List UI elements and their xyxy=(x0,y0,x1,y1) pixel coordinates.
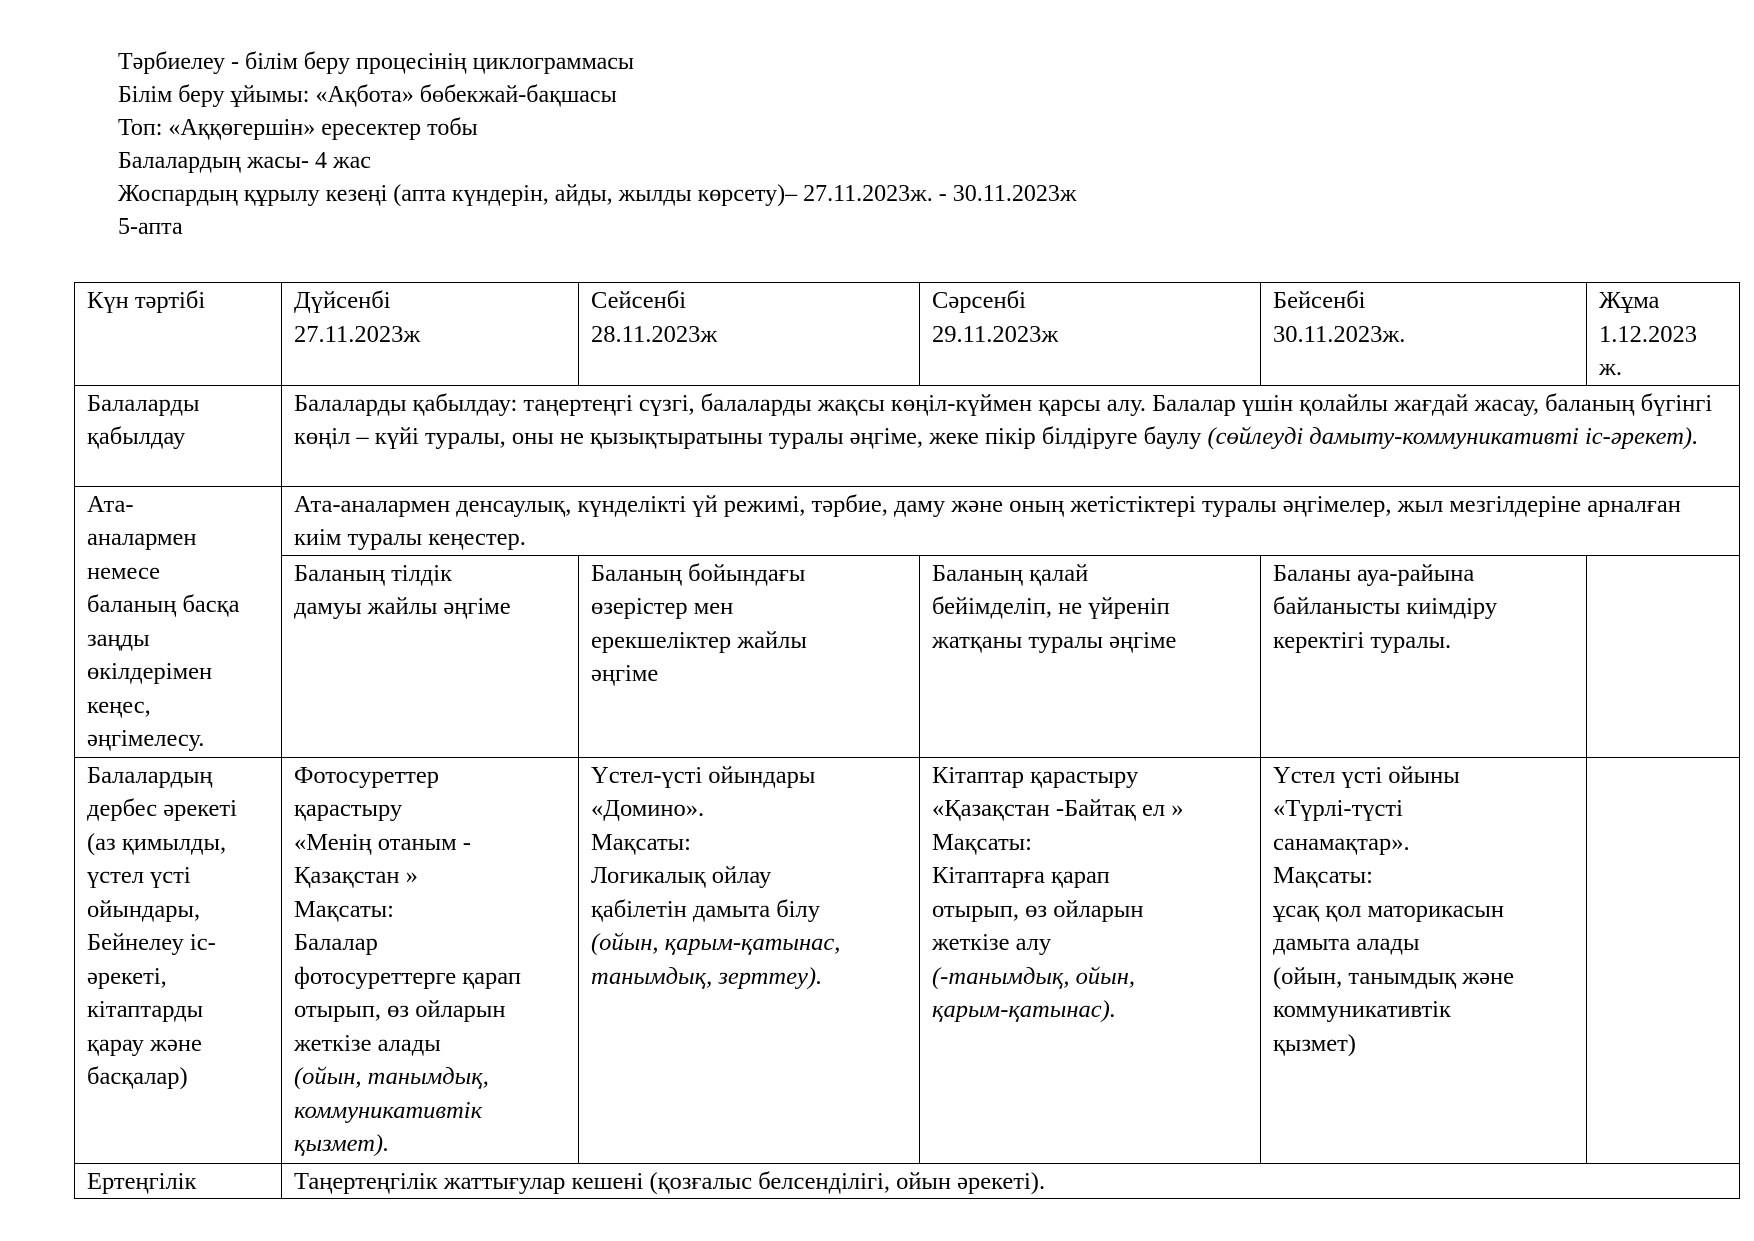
row-label-morning: Ертеңгілік xyxy=(75,1163,282,1199)
day-date: 29.11.2023ж xyxy=(932,320,1059,348)
parents-wednesday: Баланың қалай бейімделіп, не үйреніп жатқаны туралы әңгіме xyxy=(920,555,1261,757)
day-header-monday xyxy=(282,283,579,386)
activity-wednesday xyxy=(920,757,1261,1163)
table-row-reception xyxy=(75,385,1740,486)
day-header-friday xyxy=(1587,283,1740,386)
activity-tuesday-note: (ойын, қарым-қатынас, танымдық, зерттеу). xyxy=(591,929,841,990)
schedule-header-cell xyxy=(75,283,282,386)
parents-monday: Баланың тілдік дамуы жайлы әңгіме xyxy=(282,555,579,757)
activity-thursday xyxy=(1261,757,1587,1163)
table-row-activity xyxy=(75,757,1740,1163)
schedule-table xyxy=(74,282,1740,1199)
activity-tuesday-text: Үстел-үсті ойындары «Домино». Мақсаты: Логикалық ойлау қабілетін дамыта білу xyxy=(591,761,820,923)
row-label-reception: Балаларды қабылдау xyxy=(75,385,282,486)
reception-text-cell xyxy=(282,385,1740,486)
activity-wednesday-text: Кітаптар қарастыру «Қазақстан -Байтақ ел » Мақсаты: Кітаптарға қарап отырып, өз ойларын жеткізе алу xyxy=(932,761,1184,956)
morning-text: Таңертеңгілік жаттығулар кешені (қозғалыс белсенділігі, ойын әрекеті). xyxy=(282,1163,1740,1199)
day-name: Жұма xyxy=(1599,287,1660,314)
table-row-morning xyxy=(75,1163,1740,1199)
table-row-parents-general xyxy=(75,486,1740,555)
activity-tuesday xyxy=(579,757,920,1163)
day-header-thursday xyxy=(1261,283,1587,386)
day-header-wednesday xyxy=(920,283,1261,386)
reception-note: (сөйлеуді дамыту-коммуникативті іс-әрекет). xyxy=(1207,423,1699,450)
row-label-parents: Ата- аналармен немесе баланың басқа заңды өкілдерімен кеңес, әңгімелесу. xyxy=(75,486,282,757)
day-date: 27.11.2023ж xyxy=(294,320,421,348)
day-name: Дүйсенбі xyxy=(294,287,391,314)
activity-thursday-text: Үстел үсті ойыны «Түрлі-түсті санамақтар». Мақсаты: ұсақ қол маторикасын дамыта алады (ойын, танымдық және коммуникативтік қызмет) xyxy=(1273,761,1515,1057)
parents-thursday: Баланы ауа-райына байланысты киімдіру керектігі туралы. xyxy=(1261,555,1587,757)
schedule-header-label: Күн тәртібі xyxy=(87,287,206,314)
day-name: Сәрсенбі xyxy=(932,287,1026,314)
row-label-activity: Балалардың дербес әрекеті (аз қимылды, үстел үсті ойындары, Бейнелеу іс- әрекеті, кітаптарды қарау және басқалар) xyxy=(75,757,282,1163)
activity-monday-text: Фотосуреттер қарастыру «Менің отаным - Қазақстан » Мақсаты: Балалар фотосуреттерге қарап отырып, өз ойларын жеткізе алады xyxy=(294,761,521,1057)
table-header-row xyxy=(75,283,1740,386)
day-name: Сейсенбі xyxy=(591,287,687,314)
table-row-parents-days xyxy=(75,555,1740,757)
activity-wednesday-note: (-танымдық, ойын, қарым-қатынас). xyxy=(932,962,1136,1023)
activity-friday xyxy=(1587,757,1740,1163)
group-line: Топ: «Аққөгершін» ересектер тобы xyxy=(118,115,478,141)
day-date: 1.12.2023 ж. xyxy=(1599,320,1697,381)
activity-monday-note: (ойын, танымдық, коммуникативтік қызмет). xyxy=(294,1063,489,1157)
parents-general-text: Ата-аналармен денсаулық, күнделікті үй режимі, тәрбие, даму және оның жетістіктері туралы әңгімелер, жыл мезгілдеріне арналған киім туралы кеңестер. xyxy=(282,486,1740,555)
day-date: 28.11.2023ж xyxy=(591,320,718,348)
reception-text: Балаларды қабылдау: таңертеңгі сүзгі, балаларды жақсы көңіл-күймен қарсы алу. Балалар үшін қолайлы жағдай жасау, баланың бүгінгі көңіл – күйі туралы, оны не қызықтыратыны туралы әңгіме, жеке пікір білдіруге баулу xyxy=(294,389,1713,450)
period-line: Жоспардың құрылу кезеңі (апта күндерін, айды, жылды көрсету)– 27.11.2023ж. - 30.11.2023ж xyxy=(118,181,1077,207)
parents-tuesday: Баланың бойындағы өзерістер мен ерекшеліктер жайлы әңгіме xyxy=(579,555,920,757)
age-line: Балалардың жасы- 4 жас xyxy=(118,148,371,174)
parents-friday xyxy=(1587,555,1740,757)
day-date: 30.11.2023ж. xyxy=(1273,320,1406,348)
day-header-tuesday xyxy=(579,283,920,386)
week-line: 5-апта xyxy=(118,214,183,240)
day-name: Бейсенбі xyxy=(1273,287,1366,314)
document-title: Тәрбиелеу - білім беру процесінің циклограммасы xyxy=(118,49,635,75)
activity-monday xyxy=(282,757,579,1163)
document-header xyxy=(118,46,1076,244)
organization-line: Білім беру ұйымы: «Ақбота» бөбекжай-бақшасы xyxy=(118,82,617,108)
